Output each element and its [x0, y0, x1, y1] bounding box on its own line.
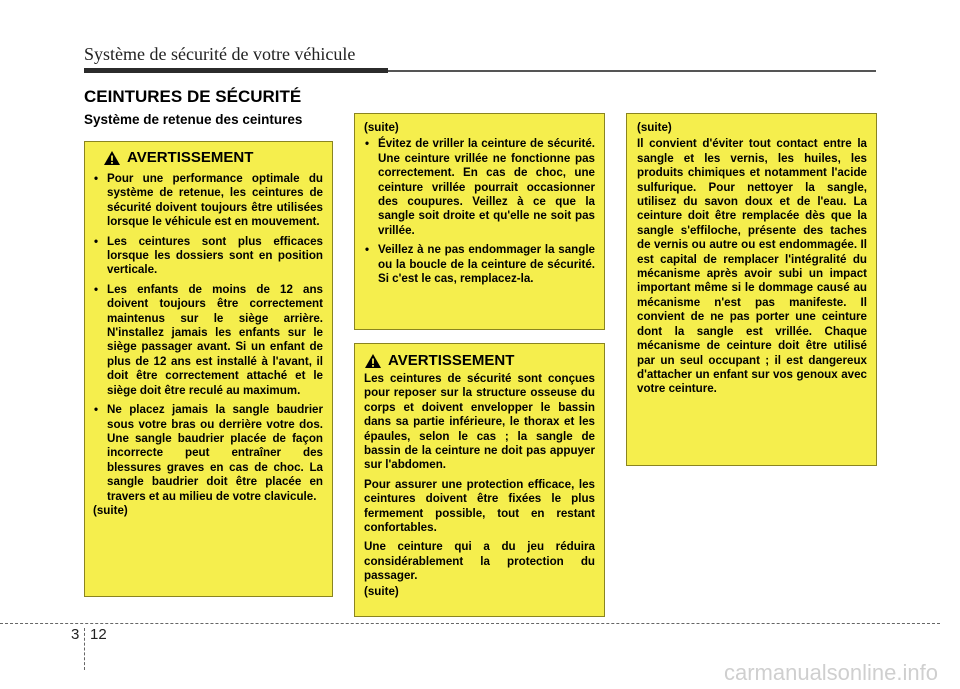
list-item: • Évitez de vriller la ceinture de sécurité. Une ceinture vrillée ne fonctionne pas correctement. En cas de choc, une ceinture vrillée pourrait occasionner des coupures. Veillez à ce que la sangle soit droite et qu'elle ne soit pas vrillée.: [364, 137, 595, 238]
list-item: • Pour une performance optimale du système de retenue, les ceintures de sécurité doivent toujours être utilisées lorsque le véhicule est en mouvement.: [93, 172, 323, 230]
warning-heading-text: AVERTISSEMENT: [127, 148, 254, 166]
list-item: • Veillez à ne pas endommager la sangle ou la boucle de la ceinture de sécurité. Si c'est le cas, remplacez-la.: [364, 243, 595, 286]
continued-label: (suite): [364, 584, 399, 598]
warning-heading: [103, 150, 323, 166]
continued-label: (suite): [364, 121, 399, 134]
list-item: • Les ceintures sont plus efficaces lorsque les dossiers sont en position verticale.: [93, 235, 323, 278]
continued-label: (suite): [93, 503, 128, 517]
footer-dashed-line: [0, 623, 940, 624]
warning-paragraph: Les ceintures de sécurité sont conçues pour reposer sur la structure osseuse du corps et doivent envelopper le bassin dans sa partie inférieure, le thorax et les épaules, selon le cas ; la sangle de bassin de la ceinture ne doit pas appuyer sur l'abdomen.: [364, 372, 595, 472]
list-item: • Les enfants de moins de 12 ans doivent toujours être correctement maintenus sur le siège arrière. N'installez jamais les enfants sur le siège passager avant. Si un enfant de plus de 12 ans est installé à l'avant, il doit être correctement attaché et le siège doit être reculé au maximum.: [93, 283, 323, 398]
continued-box-2: [354, 113, 605, 330]
warning-list: [93, 172, 323, 504]
header-bar-dark: [84, 68, 388, 73]
warning-paragraph: Il convient d'éviter tout contact entre la sangle et les vernis, les huiles, les produits chimiques et notamment l'acide sulfurique. Pour nettoyer la sangle, utilisez du savon doux et de l'eau. La ceinture doit être remplacée dès que la sangle s'effiloche, présente des taches de vernis ou autre ou est endommagée. Il est capital de remplacer l'intégralité du mécanisme après avoir subi un impact important même si le dommage causé au mécanisme n'est pas manifeste. Il convient de ne pas porter une ceinture dont la sangle est vrillée. Chaque mécanisme de ceinture doit être utilisé par un seul occupant ; il est dangereux d'attacher un enfant sur vos genoux avec votre ceinture.: [637, 137, 867, 396]
page-number: 12: [90, 626, 107, 643]
chapter-number: 3: [71, 626, 80, 643]
warning-paragraph: Une ceinture qui a du jeu réduira considérablement la protection du passager.: [364, 540, 595, 583]
warning-heading: [364, 353, 595, 369]
continued-box-3: [626, 113, 877, 466]
section-title: CEINTURES DE SÉCURITÉ: [84, 87, 302, 106]
warning-list: [364, 137, 595, 286]
warning-triangle-icon: [103, 150, 121, 166]
warning-box-1: [84, 141, 333, 597]
page-divider: [84, 628, 85, 670]
warning-heading-text: AVERTISSEMENT: [388, 351, 515, 369]
warning-paragraph: Pour assurer une protection efficace, les ceintures doivent être fixées le plus fermement possible, tout en restant confortables.: [364, 477, 595, 535]
warning-box-2: [354, 343, 605, 617]
warning-triangle-icon: [364, 353, 382, 369]
section-subtitle: Système de retenue des ceintures: [84, 112, 303, 127]
list-item: • Ne placez jamais la sangle baudrier sous votre bras ou derrière votre dos. Une sangle baudrier placée de façon incorrecte peut entraîner des blessures graves en cas de choc. La sangle baudrier doit être placée en travers et au milieu de votre clavicule.: [93, 403, 323, 504]
page-header-title: Système de sécurité de votre véhicule: [84, 44, 356, 64]
continued-label: (suite): [637, 121, 672, 134]
watermark: carmanualsonline.info: [723, 660, 938, 685]
header-bar-light: [388, 70, 876, 72]
